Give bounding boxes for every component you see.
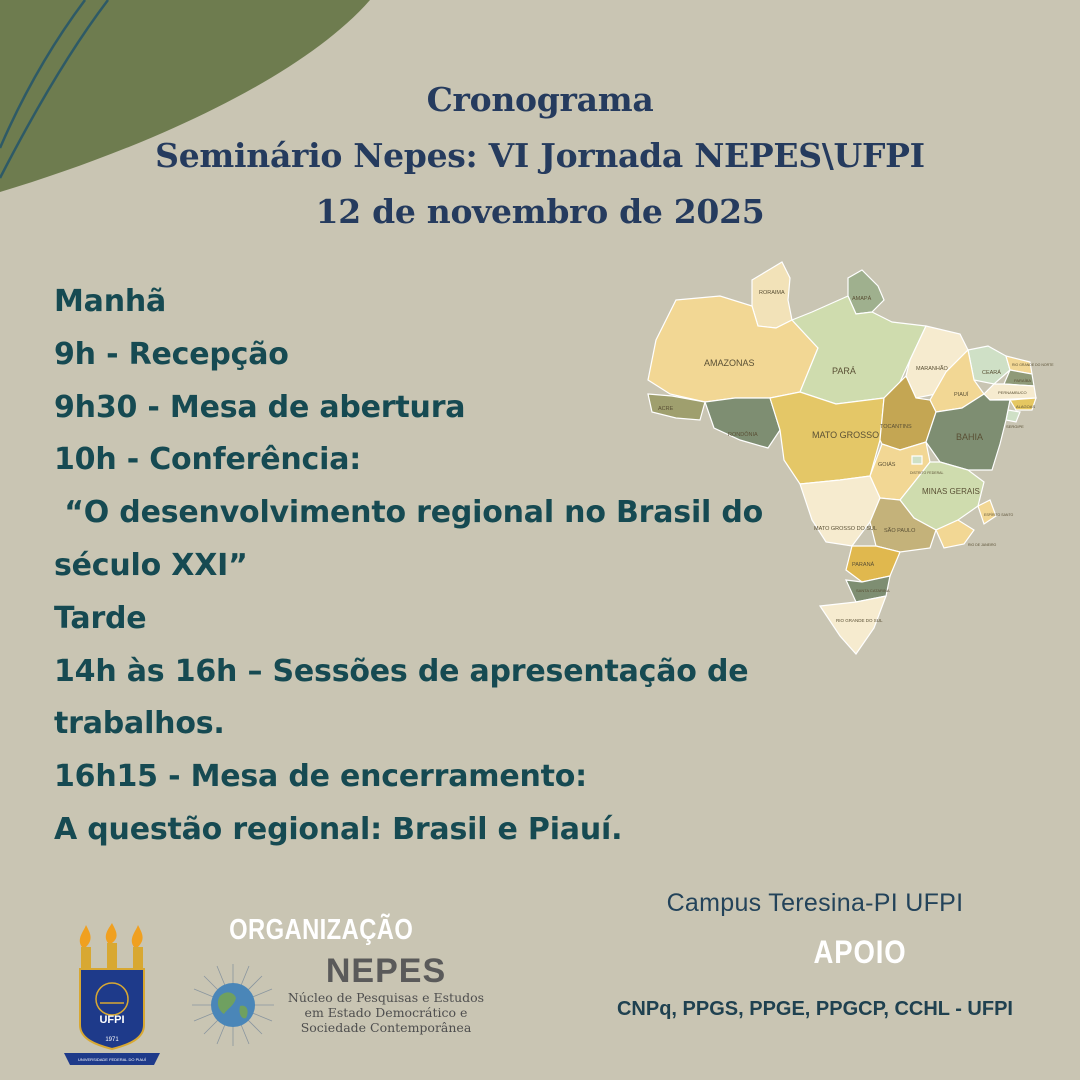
schedule-line: 9h30 - Mesa de abertura (54, 389, 466, 425)
svg-text:BAHIA: BAHIA (956, 432, 984, 442)
schedule-line: século XXI” (54, 547, 248, 583)
ufpi-year: 1971 (105, 1037, 119, 1043)
svg-text:PARÁ: PARÁ (832, 366, 856, 376)
nepes-subtitle-line: em Estado Democrático e (304, 1005, 468, 1020)
ufpi-logo (62, 925, 162, 1067)
svg-text:ALAGOAS: ALAGOAS (1016, 404, 1036, 409)
state-mato-grosso-do-sul (800, 476, 880, 546)
state-ceara (968, 346, 1010, 384)
schedule-line: Tarde (54, 600, 147, 636)
svg-text:MINAS GERAIS: MINAS GERAIS (922, 487, 980, 496)
svg-text:SANTA CATARINA: SANTA CATARINA (856, 588, 890, 593)
svg-text:RIO DE JANEIRO: RIO DE JANEIRO (968, 543, 997, 547)
svg-text:RORAIMA: RORAIMA (759, 290, 785, 296)
support-list: CNPq, PPGS, PPGE, PPGCP, CCHL - UFPI (616, 998, 1013, 1020)
schedule-line: 10h - Conferência: (54, 442, 362, 478)
nepes-subtitle-line: Sociedade Contemporânea (300, 1020, 472, 1035)
svg-text:PARAÍBA: PARAÍBA (1014, 378, 1032, 383)
event-date: 12 de novembro de 2025 (315, 192, 765, 231)
svg-text:DISTRITO FEDERAL: DISTRITO FEDERAL (910, 471, 944, 475)
svg-text:SERGIPE: SERGIPE (1006, 424, 1024, 429)
state-rondonia (705, 398, 780, 448)
svg-text:PIAUÍ: PIAUÍ (954, 392, 969, 398)
page-header (0, 72, 1080, 240)
schedule-line: A questão regional: Brasil e Piauí. (54, 811, 623, 847)
campus-location: Campus Teresina-PI UFPI (666, 889, 964, 917)
svg-text:SÃO PAULO: SÃO PAULO (884, 528, 916, 534)
ufpi-ribbon-text: UNIVERSIDADE FEDERAL DO PIAUÍ (77, 1057, 147, 1062)
ufpi-logo-text: UFPI (99, 1014, 125, 1026)
schedule-line: “O desenvolvimento regional no Brasil do (54, 495, 764, 531)
organization-label: ORGANIZAÇÃO (229, 914, 414, 946)
nepes-globe-logo (190, 962, 276, 1048)
svg-text:AMAZONAS: AMAZONAS (704, 358, 755, 368)
schedule-line: 9h - Recepção (54, 336, 289, 372)
svg-text:TOCANTINS: TOCANTINS (880, 424, 912, 430)
nepes-subtitle-line: Núcleo de Pesquisas e Estudos (287, 990, 485, 1005)
state-espirito-santo (978, 500, 996, 524)
svg-text:RIO GRANDE DO NORTE: RIO GRANDE DO NORTE (1012, 363, 1054, 367)
svg-text:MATO GROSSO: MATO GROSSO (812, 430, 880, 440)
svg-text:PARANÁ: PARANÁ (852, 562, 875, 568)
event-title: Seminário Nepes: VI Jornada NEPES\UFPI (155, 136, 925, 175)
state-rio-grande-do-sul (820, 596, 886, 654)
svg-text:AMAPÁ: AMAPÁ (852, 296, 872, 302)
svg-text:GOIÁS: GOIÁS (878, 462, 896, 468)
schedule-line: trabalhos. (54, 706, 225, 742)
schedule-line: Manhã (54, 284, 167, 319)
svg-text:ACRE: ACRE (658, 406, 674, 412)
svg-text:PERNAMBUCO: PERNAMBUCO (998, 390, 1027, 395)
support-label: APOIO (813, 934, 907, 970)
svg-text:CEARÁ: CEARÁ (982, 370, 1001, 376)
state-amazonas (648, 296, 818, 402)
svg-text:MATO GROSSO DO SUL: MATO GROSSO DO SUL (814, 526, 878, 532)
nepes-subtitle (284, 990, 488, 1035)
svg-text:MARANHÃO: MARANHÃO (916, 366, 948, 372)
nepes-title: NEPES (325, 952, 447, 990)
state-distrito-federal (912, 456, 922, 464)
svg-text:RONDÔNIA: RONDÔNIA (728, 432, 758, 438)
schedule-line: 14h às 16h – Sessões de apresentação de (54, 653, 749, 689)
page-title: Cronograma (426, 80, 654, 119)
svg-text:RIO GRANDE DO SUL: RIO GRANDE DO SUL (836, 618, 883, 623)
schedule-line: 16h15 - Mesa de encerramento: (54, 759, 587, 795)
brazil-map (640, 258, 1054, 658)
svg-text:ESPÍRITO SANTO: ESPÍRITO SANTO (984, 513, 1014, 517)
